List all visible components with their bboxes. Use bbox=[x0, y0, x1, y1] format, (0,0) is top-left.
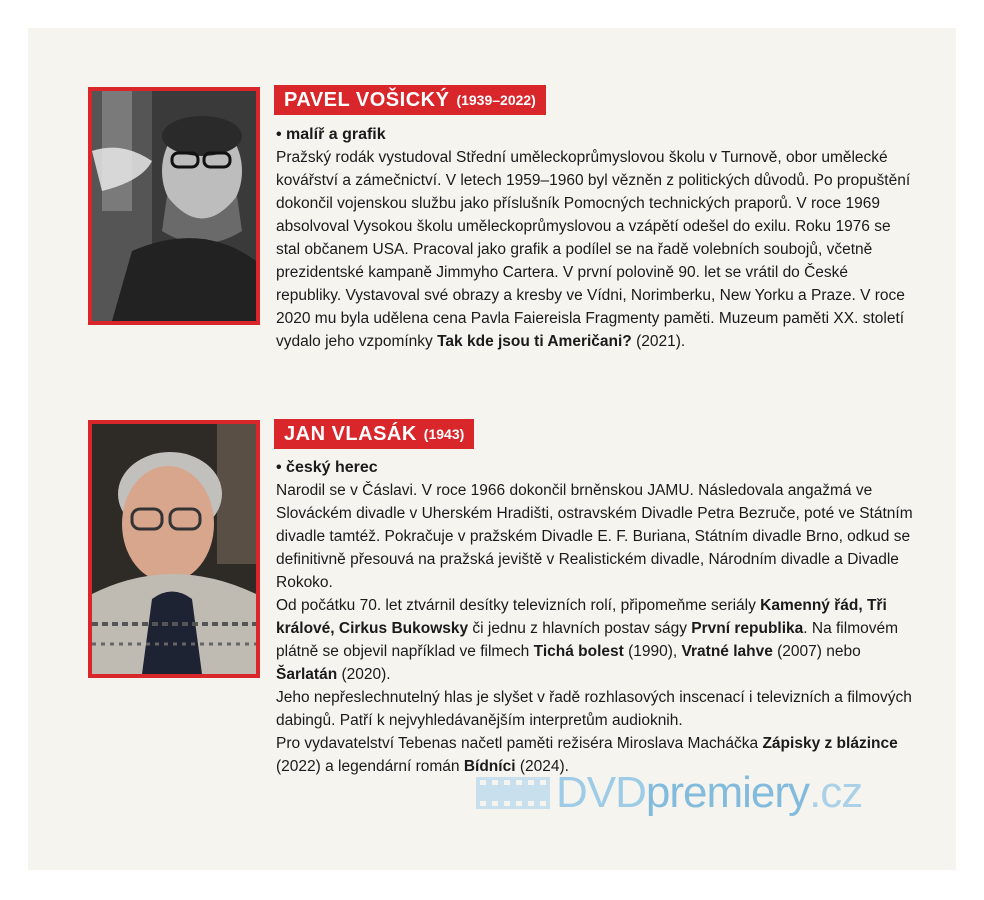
watermark-text-cz: .cz bbox=[809, 768, 863, 817]
book-title: Zápisky z blázince bbox=[762, 735, 898, 752]
person-years: (1943) bbox=[423, 426, 465, 442]
series-title: První republika bbox=[691, 620, 804, 637]
bio-text: (2020). bbox=[337, 666, 391, 683]
bio-text: či jednu z hlavních postav ságy bbox=[468, 620, 692, 637]
bio-paragraph-1: Narodil se v Čáslavi. V roce 1966 dokončil brněnskou JAMU. Následovala angažmá ve Slováckém divadle v Uherském Hradišti, ostravském Divadle Petra Bezruče, poté ve Státním divadle tamtéž. Pokračuje v pražském Divadle E. F. Buriana, Státním divadle Brno, odkud se definitivně přesouvá na pražská jeviště v Realistickém divadle, Národním divadle a Divadle Rokoko. bbox=[276, 482, 913, 591]
book-title: Bídníci bbox=[463, 758, 516, 775]
film-title: Vratné lahve bbox=[681, 643, 773, 660]
portrait-photo-jan-vlasak bbox=[88, 420, 260, 678]
bio-text: (2007) nebo bbox=[772, 643, 861, 660]
film-title: Tichá bolest bbox=[533, 643, 624, 660]
person-role: • malíř a grafik bbox=[276, 126, 386, 143]
bio-text: (1990), bbox=[623, 643, 682, 660]
bio-text: (2021). bbox=[631, 333, 686, 350]
book-title: Tak kde jsou ti Američani? bbox=[437, 333, 632, 350]
name-band-jan-vlasak bbox=[274, 419, 474, 449]
person-role: • český herec bbox=[276, 459, 378, 476]
bio-text: (2024). bbox=[515, 758, 569, 775]
biography-pavel-vosicky bbox=[276, 123, 916, 353]
person-name: PAVEL VOŠICKÝ bbox=[284, 88, 450, 111]
bio-paragraph bbox=[276, 146, 916, 353]
watermark-text-premiery: premiery bbox=[645, 768, 810, 817]
bio-text: . Na filmovém plátně se objevil například ve filmech bbox=[276, 620, 899, 660]
bio-text: (2022) a legendární román bbox=[276, 758, 464, 775]
watermark-text-dvd: DVD bbox=[556, 768, 646, 817]
biography-jan-vlasak bbox=[276, 456, 916, 778]
bio-text: Pro vydavatelství Tebenas načetl paměti režiséra Miroslava Macháčka bbox=[276, 735, 763, 752]
person-name: JAN VLASÁK bbox=[284, 422, 417, 445]
series-titles: Kamenný řád, Tři králové, Cirkus Bukowsky bbox=[276, 597, 887, 637]
film-strip-icon bbox=[476, 775, 550, 811]
person-years: (1939–2022) bbox=[456, 92, 536, 108]
bio-paragraph-3: Jeho nepřeslechnutelný hlas je slyšet v řadě rozhlasových inscenací i televizních a filmových dabingů. Patří k nejvyhledávanějším interpretům audioknih. bbox=[276, 689, 912, 729]
bio-text: Pražský rodák vystudoval Střední uměleckoprůmyslovou školu v Turnově, obor umělecké kovářství a zámečnictví. V letech 1959–1960 byl vězněn z politických důvodů. Po propuštění dokončil vojenskou službu jako příslušník Pomocných technických praporů. V roce 1969 absolvoval Vysokou školu uměleckoprůmyslovou a vzápětí odešel do exilu. Roku 1976 se stal občanem USA. Pracoval jako grafik a podílel se na řadě volebních soubojů, včetně prezidentské kampaně Jimmyho Cartera. V první polovině 90. let se vrátil do České republiky. Vystavoval své obrazy a kresby ve Vídni, Norimberku, New Yorku a Praze. V roce 2020 mu byla udělena cena Pavla Faiereisla Fragmenty paměti. Muzeum paměti XX. století vydalo jeho vzpomínky bbox=[276, 149, 911, 350]
name-band-pavel-vosicky bbox=[274, 85, 546, 115]
portrait-photo-pavel-vosicky bbox=[88, 87, 260, 325]
film-title: Šarlatán bbox=[276, 666, 338, 683]
bio-text: Od počátku 70. let ztvárnil desítky televizních rolí, připomeňme seriály bbox=[276, 597, 761, 614]
bio-paragraph-2 bbox=[276, 594, 916, 686]
dvdpremiery-watermark bbox=[476, 768, 862, 818]
booklet-page bbox=[28, 28, 956, 870]
